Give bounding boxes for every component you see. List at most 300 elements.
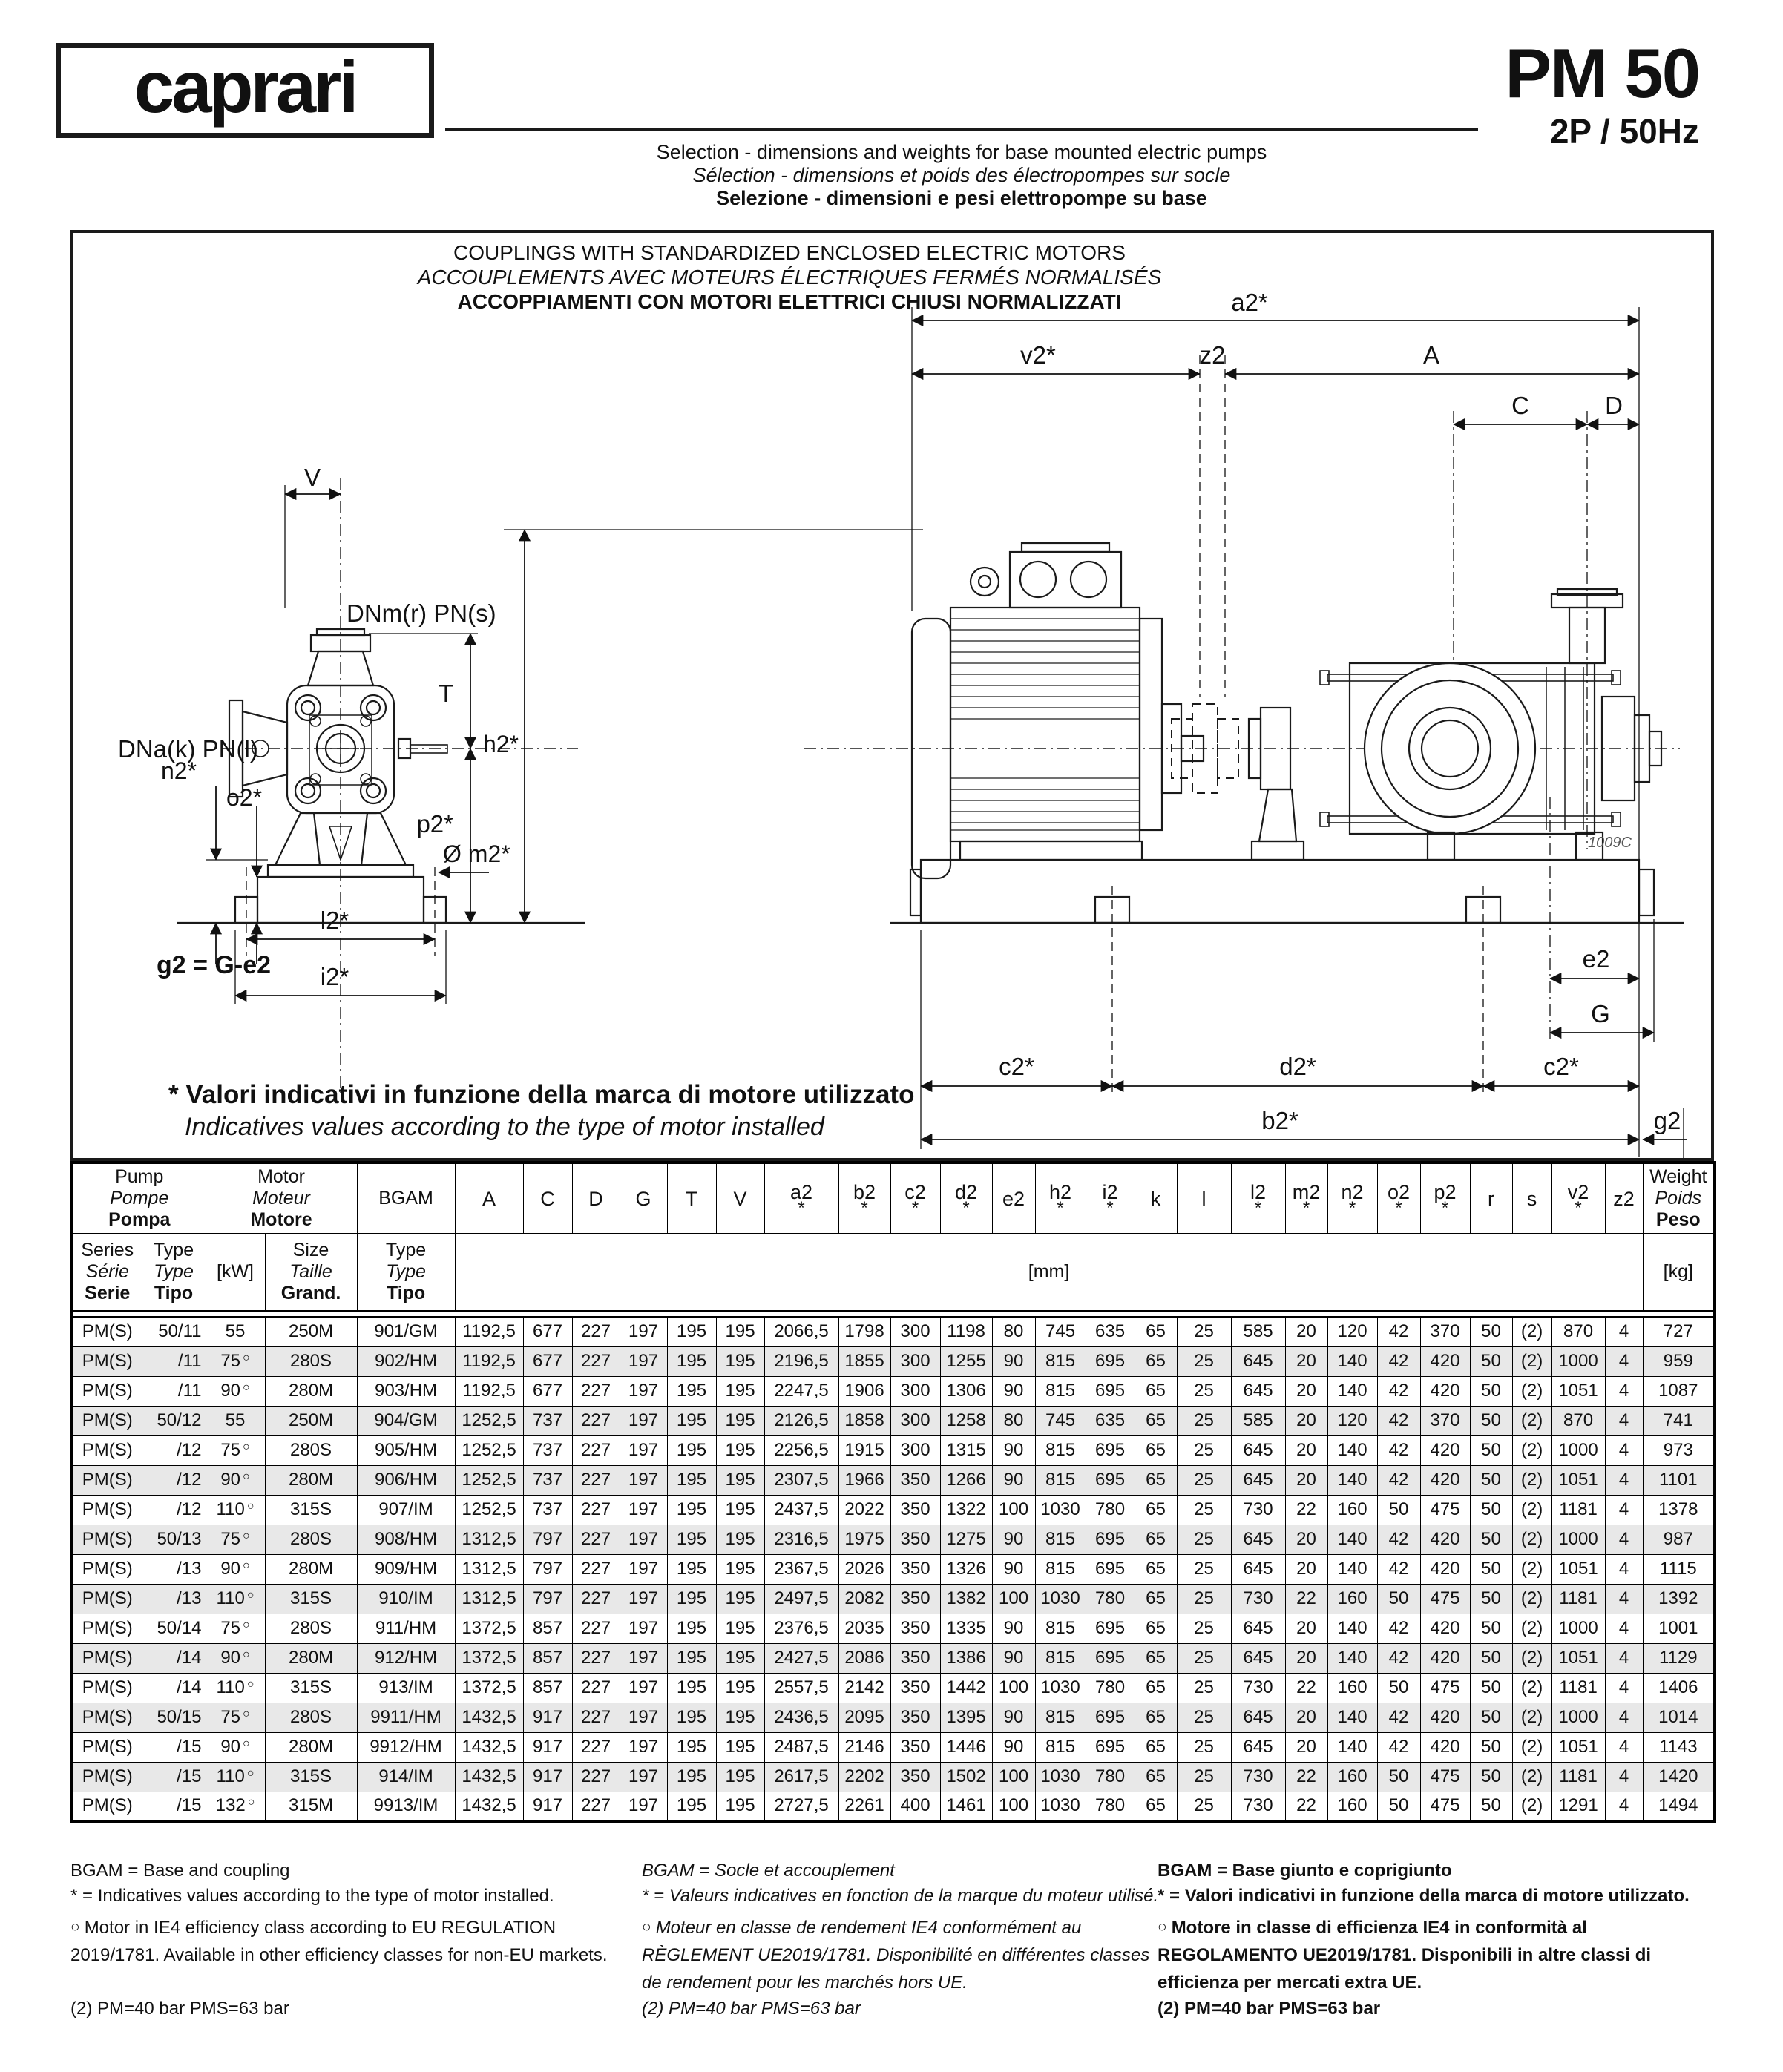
value-cell: 1000 [1551,1435,1605,1465]
value-cell: 25 [1177,1554,1231,1584]
col-header-type: Type Type Tipo [142,1234,206,1311]
unit-kg: [kg] [1643,1234,1715,1311]
series-cell: PM(S) [72,1495,142,1525]
value-cell: 20 [1285,1643,1327,1673]
value-cell: 2247,5 [764,1376,838,1406]
kw-cell: 110 ○ [206,1495,265,1525]
table-row [72,1495,1715,1525]
type-cell: /11 [142,1346,206,1376]
value-cell: 1181 [1551,1495,1605,1525]
bgam-type-cell: 9913/IM [357,1792,455,1821]
value-cell: 737 [523,1495,572,1525]
series-cell: PM(S) [72,1317,142,1346]
value-cell: 1198 [940,1317,992,1346]
motor-size-cell: 315S [265,1673,357,1703]
kw-cell: 110 ○ [206,1584,265,1614]
dimensional-drawing-panel [70,230,1714,1161]
value-cell: 2142 [838,1673,890,1703]
value-cell: 2035 [838,1614,890,1643]
value-cell: 195 [716,1465,764,1495]
value-cell: 1051 [1551,1732,1605,1762]
value-cell: 585 [1231,1406,1285,1435]
value-cell: 350 [890,1525,940,1554]
value-cell: 20 [1285,1465,1327,1495]
value-cell: 50 [1470,1762,1512,1792]
kw-cell: 75 ○ [206,1614,265,1643]
value-cell: 140 [1327,1376,1377,1406]
value-cell: 1181 [1551,1584,1605,1614]
bgam-type-cell: 909/HM [357,1554,455,1584]
series-cell: PM(S) [72,1435,142,1465]
footnotes-en [70,1858,649,2036]
value-cell: 1502 [940,1762,992,1792]
value-cell: 50 [1470,1732,1512,1762]
value-cell: 90 [992,1525,1035,1554]
value-cell: 4 [1605,1376,1643,1406]
value-cell: 2146 [838,1732,890,1762]
value-cell: 695 [1086,1465,1135,1495]
value-cell: 350 [890,1703,940,1732]
type-cell: /12 [142,1435,206,1465]
value-cell: 1014 [1643,1703,1715,1732]
value-cell: 730 [1231,1792,1285,1821]
value-cell: 420 [1420,1554,1470,1584]
value-cell: 1275 [940,1525,992,1554]
ie4-circle-icon: ○ [246,1767,255,1780]
value-cell: 227 [572,1525,620,1554]
value-cell: 195 [667,1643,716,1673]
value-cell: 197 [620,1554,667,1584]
series-cell: PM(S) [72,1554,142,1584]
series-cell: PM(S) [72,1673,142,1703]
value-cell: 2376,5 [764,1614,838,1643]
value-cell: 475 [1420,1584,1470,1614]
bgam-type-cell: 9912/HM [357,1732,455,1762]
footnote-star-en: * = Indicatives values according to the type of motor installed. [70,1886,554,1906]
value-cell: 140 [1327,1525,1377,1554]
value-cell: 797 [523,1584,572,1614]
value-cell: 50 [1377,1762,1420,1792]
value-cell: 227 [572,1584,620,1614]
value-cell: 195 [716,1554,764,1584]
value-cell: 1291 [1551,1792,1605,1821]
kw-cell: 75 ○ [206,1346,265,1376]
value-cell: 815 [1035,1703,1086,1732]
value-cell: 65 [1135,1792,1177,1821]
value-cell: 25 [1177,1762,1231,1792]
value-cell: 227 [572,1703,620,1732]
value-cell: 195 [716,1614,764,1643]
value-cell: 1975 [838,1525,890,1554]
value-cell: 90 [992,1465,1035,1495]
dim-label-v: V [303,464,321,491]
value-cell: 195 [667,1406,716,1435]
footnotes-fr [642,1858,1161,2036]
col-header-bgam-type: Type Type Tipo [357,1234,455,1311]
value-cell: 780 [1086,1792,1135,1821]
value-cell: 815 [1035,1525,1086,1554]
col-header-b2: b2 * [838,1162,890,1234]
value-cell: 50 [1470,1703,1512,1732]
value-cell: 475 [1420,1792,1470,1821]
value-cell: 227 [572,1554,620,1584]
value-cell: 50 [1470,1346,1512,1376]
value-cell: 195 [667,1554,716,1584]
value-cell: 197 [620,1435,667,1465]
dim-label-d2: d2* [1279,1053,1316,1080]
ie4-circle-icon: ○ [642,1918,651,1935]
value-cell: 195 [667,1703,716,1732]
kw-cell: 75 ○ [206,1525,265,1554]
table-row [72,1703,1715,1732]
type-cell: 50/14 [142,1614,206,1643]
value-cell: 1192,5 [455,1346,523,1376]
bgam-type-cell: 912/HM [357,1643,455,1673]
value-cell: 197 [620,1317,667,1346]
motor-size-cell: 280M [265,1465,357,1495]
value-cell: 195 [716,1525,764,1554]
series-cell: PM(S) [72,1376,142,1406]
value-cell: 350 [890,1673,940,1703]
value-cell: 1798 [838,1317,890,1346]
value-cell: 350 [890,1554,940,1584]
value-cell: 2316,5 [764,1525,838,1554]
value-cell: 1461 [940,1792,992,1821]
value-cell: 645 [1231,1435,1285,1465]
value-cell: 1966 [838,1465,890,1495]
footnote-pressure-fr: (2) PM=40 bar PMS=63 bar [642,1999,861,2019]
table-row [72,1584,1715,1614]
bgam-type-cell: 901/GM [357,1317,455,1346]
value-cell: 1372,5 [455,1673,523,1703]
value-cell: 1432,5 [455,1762,523,1792]
value-cell: 197 [620,1762,667,1792]
value-cell: 65 [1135,1376,1177,1406]
value-cell: 1432,5 [455,1792,523,1821]
motor-size-cell: 250M [265,1317,357,1346]
value-cell: 90 [992,1732,1035,1762]
bgam-type-cell: 911/HM [357,1614,455,1643]
value-cell: 42 [1377,1406,1420,1435]
value-cell: 50 [1470,1673,1512,1703]
value-cell: 90 [992,1376,1035,1406]
col-group-pump: Pump Pompe Pompa [72,1162,206,1234]
dim-label-z2: z2 [1199,341,1226,369]
value-cell: 695 [1086,1703,1135,1732]
table-row [72,1317,1715,1346]
value-cell: 300 [890,1317,940,1346]
value-cell: 227 [572,1673,620,1703]
footnote-bgam-it: BGAM = Base giunto e coprigiunto [1158,1861,1452,1881]
value-cell: 745 [1035,1317,1086,1346]
value-cell: 1258 [940,1406,992,1435]
value-cell: 195 [667,1317,716,1346]
value-cell: 1306 [940,1376,992,1406]
value-cell: 1143 [1643,1732,1715,1762]
dim-label-i2: i2* [320,963,349,990]
value-cell: 1915 [838,1435,890,1465]
diagram-title-en: COUPLINGS WITH STANDARDIZED ENCLOSED ELECTRIC MOTORS [453,241,1126,264]
value-cell: 100 [992,1762,1035,1792]
value-cell: 645 [1231,1376,1285,1406]
dim-label-c2-right: c2* [1543,1053,1579,1080]
value-cell: 4 [1605,1703,1643,1732]
value-cell: (2) [1512,1435,1551,1465]
bgam-type-cell: 903/HM [357,1376,455,1406]
value-cell: 20 [1285,1317,1327,1346]
kw-cell: 90 ○ [206,1465,265,1495]
value-cell: 227 [572,1435,620,1465]
value-cell: 1372,5 [455,1643,523,1673]
series-cell: PM(S) [72,1762,142,1792]
value-cell: 400 [890,1792,940,1821]
value-cell: 815 [1035,1732,1086,1762]
footnote-ie4-fr: ○ Moteur en classe de rendement IE4 conformément au RÈGLEMENT UE2019/1781. Disponibilité en différentes classes de rendement pour les marchés hors UE. [642,1918,1150,1993]
value-cell: 645 [1231,1643,1285,1673]
motor-size-cell: 250M [265,1406,357,1435]
value-cell: 20 [1285,1703,1327,1732]
dim-label-v2: v2* [1020,341,1056,369]
value-cell: 195 [667,1465,716,1495]
col-header-V: V [716,1162,764,1234]
value-cell: 4 [1605,1643,1643,1673]
col-header-size: Size Taille Grand. [265,1234,357,1311]
ie4-circle-icon: ○ [243,1648,250,1661]
col-header-r: r [1470,1162,1512,1234]
col-header-l: l [1177,1162,1231,1234]
value-cell: 1051 [1551,1465,1605,1495]
dim-label-e2: e2 [1582,945,1610,973]
value-cell: 2026 [838,1554,890,1584]
value-cell: 815 [1035,1643,1086,1673]
value-cell: 65 [1135,1554,1177,1584]
value-cell: 100 [992,1584,1035,1614]
kw-cell: 90 ○ [206,1643,265,1673]
value-cell: 420 [1420,1614,1470,1643]
value-cell: 1494 [1643,1792,1715,1821]
value-cell: 815 [1035,1465,1086,1495]
caprari-logo [56,43,434,138]
bgam-type-cell: 9911/HM [357,1703,455,1732]
col-header-s: s [1512,1162,1551,1234]
value-cell: 1030 [1035,1584,1086,1614]
type-cell: /15 [142,1732,206,1762]
value-cell: 4 [1605,1525,1643,1554]
series-cell: PM(S) [72,1406,142,1435]
dim-label-l2: l2* [320,907,349,934]
value-cell: 987 [1643,1525,1715,1554]
value-cell: 1432,5 [455,1703,523,1732]
value-cell: 420 [1420,1465,1470,1495]
value-cell: 730 [1231,1584,1285,1614]
value-cell: 65 [1135,1643,1177,1673]
value-cell: (2) [1512,1732,1551,1762]
value-cell: 1326 [940,1554,992,1584]
type-cell: /11 [142,1376,206,1406]
dim-label-c2-left: c2* [999,1053,1034,1080]
value-cell: 42 [1377,1465,1420,1495]
value-cell: 160 [1327,1762,1377,1792]
col-header-h2: h2 * [1035,1162,1086,1234]
value-cell: 645 [1231,1732,1285,1762]
subtitle-it: Selezione - dimensioni e pesi elettropompe su base [716,187,1207,209]
dim-label-p2: p2* [416,810,453,838]
value-cell: 65 [1135,1732,1177,1762]
value-cell: 585 [1231,1317,1285,1346]
value-cell: 1051 [1551,1554,1605,1584]
value-cell: 1266 [940,1465,992,1495]
kw-cell: 75 ○ [206,1435,265,1465]
footnote-ie4-it: ○ Motore in classe di efficienza IE4 in conformità al REGOLAMENTO UE2019/1781. Disponibili in altre classi di efficienza per mercati extra UE. [1158,1918,1652,1993]
kw-cell: 90 ○ [206,1376,265,1406]
value-cell: 737 [523,1435,572,1465]
value-cell: 195 [667,1673,716,1703]
value-cell: 50 [1470,1584,1512,1614]
type-cell: 50/15 [142,1703,206,1732]
dim-label-n2: n2* [161,757,197,784]
ie4-circle-icon: ○ [246,1589,255,1602]
value-cell: 300 [890,1376,940,1406]
type-cell: 50/11 [142,1317,206,1346]
value-cell: 160 [1327,1673,1377,1703]
value-cell: 4 [1605,1673,1643,1703]
value-cell: 195 [716,1643,764,1673]
value-cell: 745 [1035,1406,1086,1435]
value-cell: 195 [716,1406,764,1435]
motor-size-cell: 280S [265,1435,357,1465]
value-cell: 42 [1377,1554,1420,1584]
value-cell: 1406 [1643,1673,1715,1703]
value-cell: 1087 [1643,1376,1715,1406]
value-cell: 1312,5 [455,1584,523,1614]
value-cell: 350 [890,1643,940,1673]
value-cell: 197 [620,1792,667,1821]
value-cell: 50 [1470,1465,1512,1495]
value-cell: 695 [1086,1346,1135,1376]
header-rule [445,128,1478,131]
kw-cell: 55 [206,1317,265,1346]
dim-label-d: D [1605,392,1623,419]
value-cell: 645 [1231,1614,1285,1643]
value-cell: 197 [620,1614,667,1643]
value-cell: 197 [620,1643,667,1673]
dim-label-a: A [1422,341,1440,369]
value-cell: 350 [890,1762,940,1792]
value-cell: 22 [1285,1673,1327,1703]
value-cell: 197 [620,1525,667,1554]
value-cell: 140 [1327,1614,1377,1643]
value-cell: 42 [1377,1435,1420,1465]
value-cell: (2) [1512,1792,1551,1821]
table-row [72,1673,1715,1703]
col-header-C: C [523,1162,572,1234]
value-cell: 2617,5 [764,1762,838,1792]
value-cell: (2) [1512,1584,1551,1614]
value-cell: 1420 [1643,1762,1715,1792]
value-cell: 197 [620,1495,667,1525]
value-cell: 50 [1470,1643,1512,1673]
motor-size-cell: 315S [265,1495,357,1525]
kw-cell: 90 ○ [206,1732,265,1762]
table-row [72,1643,1715,1673]
unit-mm: [mm] [455,1234,1643,1311]
value-cell: 645 [1231,1703,1285,1732]
indicative-note-it: * Valori indicativi in funzione della marca di motore utilizzato [168,1080,915,1109]
series-cell: PM(S) [72,1525,142,1554]
value-cell: 65 [1135,1673,1177,1703]
value-cell: 42 [1377,1732,1420,1762]
value-cell: 2307,5 [764,1465,838,1495]
value-cell: 4 [1605,1584,1643,1614]
value-cell: 797 [523,1525,572,1554]
value-cell: 1000 [1551,1614,1605,1643]
kw-cell: 90 ○ [206,1554,265,1584]
value-cell: 25 [1177,1643,1231,1673]
value-cell: 90 [992,1346,1035,1376]
value-cell: 1030 [1035,1495,1086,1525]
value-cell: 475 [1420,1762,1470,1792]
value-cell: 195 [716,1435,764,1465]
value-cell: 370 [1420,1317,1470,1346]
value-cell: 195 [667,1762,716,1792]
value-cell: 50 [1470,1614,1512,1643]
value-cell: 815 [1035,1376,1086,1406]
value-cell: 140 [1327,1554,1377,1584]
value-cell: 780 [1086,1584,1135,1614]
value-cell: 50 [1470,1376,1512,1406]
table-row [72,1554,1715,1584]
value-cell: 695 [1086,1643,1135,1673]
value-cell: 197 [620,1703,667,1732]
value-cell: 195 [667,1346,716,1376]
value-cell: 635 [1086,1317,1135,1346]
value-cell: 50 [1470,1435,1512,1465]
value-cell: 857 [523,1614,572,1643]
value-cell: 1101 [1643,1465,1715,1495]
value-cell: 645 [1231,1525,1285,1554]
value-cell: 1000 [1551,1346,1605,1376]
footnote-bgam-fr: BGAM = Socle et accouplement [642,1861,895,1881]
value-cell: (2) [1512,1703,1551,1732]
series-cell: PM(S) [72,1792,142,1821]
series-cell: PM(S) [72,1732,142,1762]
value-cell: 195 [716,1732,764,1762]
col-header-d2: d2 * [940,1162,992,1234]
value-cell: 4 [1605,1792,1643,1821]
ie4-circle-icon: ○ [246,1500,255,1513]
value-cell: 20 [1285,1435,1327,1465]
value-cell: 42 [1377,1376,1420,1406]
value-cell: 420 [1420,1376,1470,1406]
model-block [1505,34,1699,151]
value-cell: 2497,5 [764,1584,838,1614]
type-cell: /15 [142,1762,206,1792]
value-cell: 42 [1377,1703,1420,1732]
value-cell: 780 [1086,1673,1135,1703]
value-cell: 50 [1377,1673,1420,1703]
value-cell: 4 [1605,1762,1643,1792]
col-header-p2: p2 * [1420,1162,1470,1234]
footnote-ie4-en: ○ Motor in IE4 efficiency class according to EU REGULATION 2019/1781. Available in other efficiency classes for non-EU markets. [70,1918,608,1965]
value-cell: (2) [1512,1643,1551,1673]
value-cell: 65 [1135,1346,1177,1376]
value-cell: 475 [1420,1673,1470,1703]
subtitle-en: Selection - dimensions and weights for base mounted electric pumps [656,141,1267,163]
value-cell: 160 [1327,1584,1377,1614]
value-cell: 140 [1327,1703,1377,1732]
value-cell: 4 [1605,1317,1643,1346]
value-cell: 420 [1420,1435,1470,1465]
